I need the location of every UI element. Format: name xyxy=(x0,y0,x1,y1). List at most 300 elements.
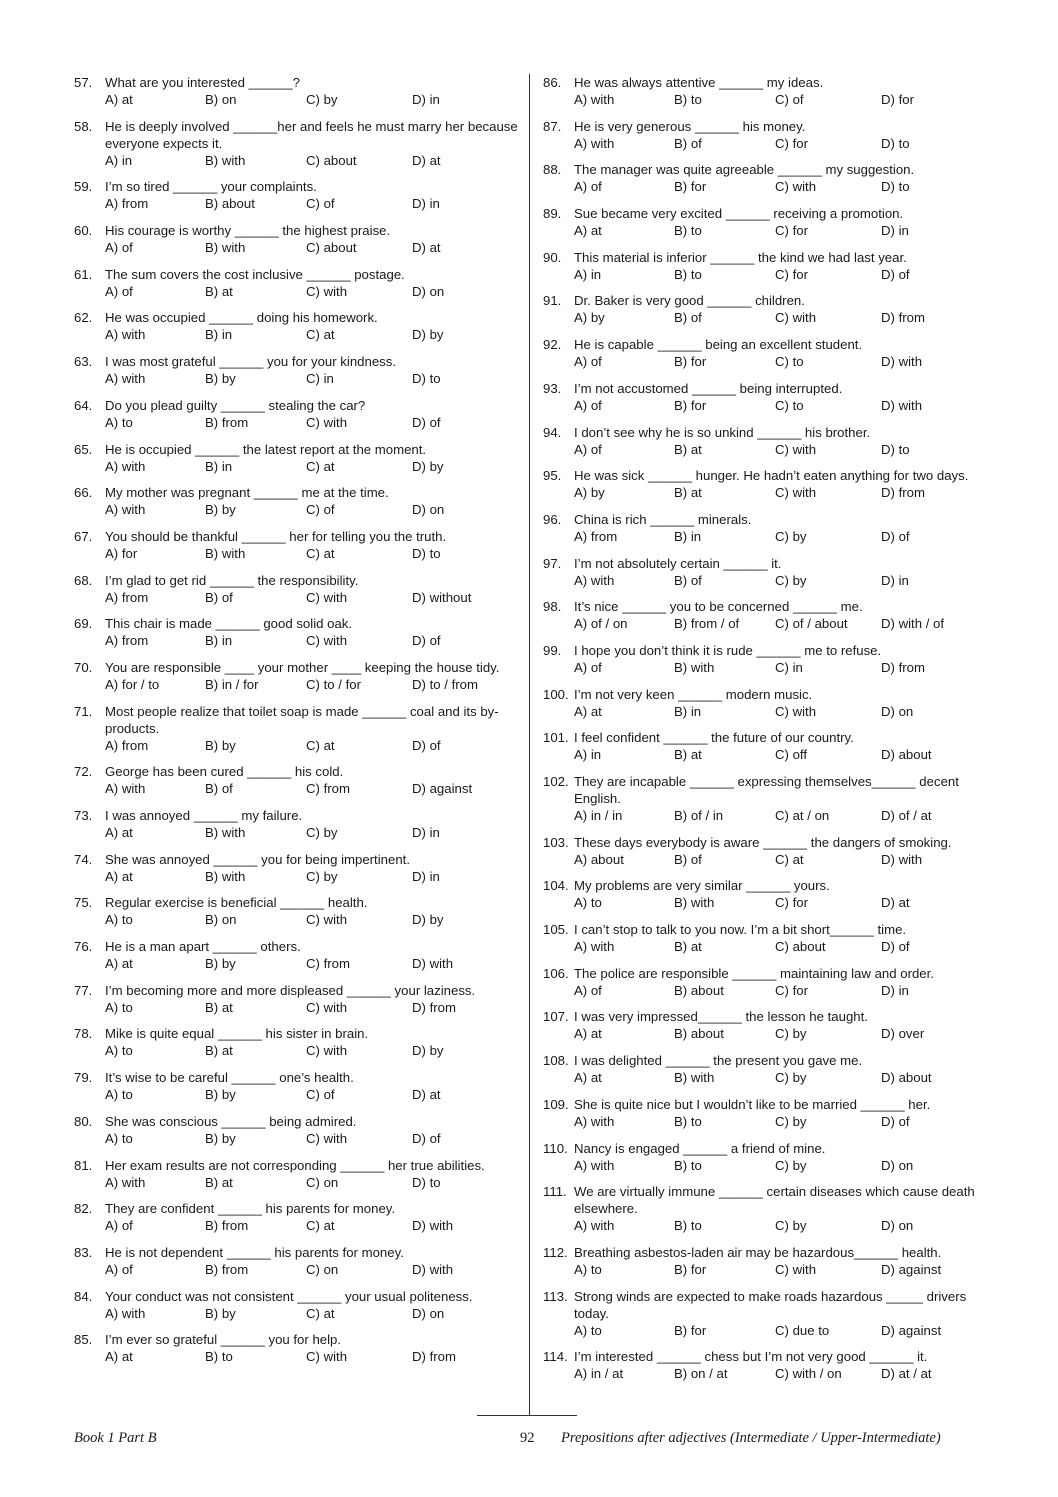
answer-option: A) at xyxy=(574,1026,602,1042)
question-number: 63. xyxy=(74,354,93,370)
answer-option: A) at xyxy=(105,956,133,972)
answer-options xyxy=(105,1042,520,1059)
question-text: She is quite nice but I wouldn’t like to be married ______ her. xyxy=(574,1096,931,1112)
question-number: 107. xyxy=(543,1009,569,1025)
answer-option: D) of xyxy=(881,266,910,282)
answer-options xyxy=(574,703,989,720)
answer-option: B) on / at xyxy=(674,1366,728,1382)
question-number: 110. xyxy=(543,1140,568,1156)
answer-option: D) on xyxy=(881,1218,914,1234)
answer-option: B) for xyxy=(674,179,707,195)
question-number: 60. xyxy=(74,223,93,239)
question-text: Most people realize that toilet soap is made ______ coal and its by-products. xyxy=(105,703,499,736)
answer-option: D) of xyxy=(412,1130,441,1146)
question-number: 86. xyxy=(543,75,562,90)
answer-option: C) off xyxy=(775,747,808,763)
question-text: Breathing asbestos-laden air may be hazardous______ health. xyxy=(574,1244,942,1260)
answer-option: D) on xyxy=(412,502,445,518)
question-text: Your conduct was not consistent ______ your usual politeness. xyxy=(105,1288,473,1304)
question-number: 81. xyxy=(74,1157,93,1173)
question-text: He is very generous ______ his money. xyxy=(574,118,806,134)
column-divider xyxy=(529,74,530,1415)
answer-option: A) to xyxy=(105,1130,133,1146)
question-text: He was sick ______ hunger. He hadn’t eaten anything for two days. xyxy=(574,468,969,484)
answer-option: C) in xyxy=(306,371,334,387)
answer-option: C) at xyxy=(306,458,335,474)
question-number: 64. xyxy=(74,397,93,413)
answer-option: C) due to xyxy=(775,1322,830,1338)
question-item xyxy=(74,484,520,518)
answer-option: D) of xyxy=(881,939,910,955)
answer-options xyxy=(105,370,520,387)
answer-options xyxy=(574,1025,989,1042)
answer-option: C) at xyxy=(306,545,335,561)
answer-options xyxy=(105,501,520,518)
answer-option: A) at xyxy=(105,825,133,840)
answer-option: D) at xyxy=(412,240,441,256)
question-number: 75. xyxy=(74,895,93,911)
answer-option: C) by xyxy=(306,92,338,107)
question-text: The police are responsible ______ maintaining law and order. xyxy=(574,965,934,981)
answer-options xyxy=(574,1113,989,1130)
question-text: I can’t stop to talk to you now. I’m a bit short______ time. xyxy=(574,922,907,938)
answer-option: B) in xyxy=(205,458,233,474)
question-number: 87. xyxy=(543,118,562,134)
answer-option: A) in xyxy=(574,747,602,763)
question-item xyxy=(543,1348,989,1382)
answer-option: A) from xyxy=(105,633,149,649)
footer-rule xyxy=(477,1415,577,1416)
answer-option: B) with xyxy=(674,1070,715,1086)
question-text: She was annoyed ______ you for being impertinent. xyxy=(105,851,410,867)
question-number: 79. xyxy=(74,1070,93,1086)
answer-option: C) at / on xyxy=(775,808,830,823)
answer-option: C) on xyxy=(306,1174,339,1190)
question-text: I’m so tired ______ your complaints. xyxy=(105,179,317,195)
answer-option: D) of xyxy=(412,414,441,430)
answer-option: D) from xyxy=(881,310,925,326)
question-item xyxy=(74,615,520,649)
answer-option: D) to / from xyxy=(412,676,478,692)
question-text: Sue became very excited ______ receiving a promotion. xyxy=(574,206,904,222)
answer-option: B) at xyxy=(205,283,233,299)
answer-options xyxy=(574,484,989,501)
question-number: 111. xyxy=(543,1184,567,1200)
answer-option: B) from xyxy=(205,414,249,430)
answer-option: C) with xyxy=(775,1261,817,1277)
answer-option: A) with xyxy=(574,1157,615,1173)
answer-option: A) at xyxy=(105,92,133,107)
question-item xyxy=(74,1244,520,1278)
answer-options xyxy=(574,851,989,868)
answer-option: B) by xyxy=(205,1130,236,1146)
answer-option: D) to xyxy=(412,371,441,387)
question-text: Her exam results are not corresponding ______ her true abilities. xyxy=(105,1157,485,1173)
question-item xyxy=(543,511,989,545)
answer-option: D) for xyxy=(881,92,914,107)
question-item xyxy=(543,834,989,868)
answer-option: D) in xyxy=(412,868,440,884)
answer-option: B) by xyxy=(205,956,236,972)
answer-option: D) in xyxy=(412,196,440,212)
question-item xyxy=(74,397,520,431)
question-text: My mother was pregnant ______ me at the time. xyxy=(105,485,389,501)
answer-options xyxy=(574,659,989,676)
question-number: 94. xyxy=(543,424,562,440)
question-item xyxy=(543,877,989,911)
question-text: We are virtually immune ______ certain diseases which cause death elsewhere. xyxy=(574,1184,975,1217)
question-number: 98. xyxy=(543,599,562,615)
question-text: I hope you don’t think it is rude ______ me to refuse. xyxy=(574,642,882,658)
question-item xyxy=(543,336,989,370)
answer-option: D) to xyxy=(412,1174,441,1190)
answer-options xyxy=(105,676,520,693)
answer-option: A) with xyxy=(574,135,615,151)
answer-options xyxy=(105,999,520,1016)
answer-option: C) by xyxy=(775,572,807,588)
answer-option: C) with xyxy=(775,179,817,195)
answer-option: D) of xyxy=(881,1113,910,1129)
question-number: 91. xyxy=(543,293,562,309)
answer-options xyxy=(105,239,520,256)
answer-option: C) to xyxy=(775,397,804,413)
answer-option: B) of xyxy=(674,310,702,326)
answer-option: B) of xyxy=(205,589,233,605)
question-number: 76. xyxy=(74,939,93,955)
answer-option: A) of xyxy=(574,354,602,370)
answer-options xyxy=(105,737,520,754)
answer-option: D) of xyxy=(412,633,441,649)
question-number: 59. xyxy=(74,179,93,195)
question-text: Strong winds are expected to make roads hazardous _____ drivers today. xyxy=(574,1288,967,1321)
question-text: It’s wise to be careful ______ one’s health. xyxy=(105,1070,354,1086)
answer-option: A) to xyxy=(574,1322,602,1338)
answer-option: D) by xyxy=(412,327,444,343)
answer-option: D) without xyxy=(412,589,472,605)
question-item xyxy=(74,528,520,562)
answer-option: A) by xyxy=(574,310,605,326)
answer-option: A) of xyxy=(574,397,602,413)
question-text: These days everybody is aware ______ the dangers of smoking. xyxy=(574,834,952,850)
answer-option: D) on xyxy=(881,703,914,719)
answer-option: D) with xyxy=(412,1261,454,1277)
question-text: The manager was quite agreeable ______ my suggestion. xyxy=(574,162,915,178)
answer-option: A) to xyxy=(574,1261,602,1277)
answer-options xyxy=(105,868,520,885)
page-number: 92 xyxy=(520,1430,535,1446)
answer-option: B) to xyxy=(674,223,702,239)
answer-option: B) at xyxy=(674,485,702,501)
answer-option: C) with xyxy=(306,1043,348,1059)
question-item xyxy=(74,938,520,972)
question-item xyxy=(543,249,989,283)
question-text: It’s nice ______ you to be concerned ______ me. xyxy=(574,599,863,615)
question-item xyxy=(543,598,989,632)
answer-option: A) with xyxy=(574,939,615,955)
question-number: 68. xyxy=(74,572,93,588)
answer-options xyxy=(105,1305,520,1322)
question-number: 109. xyxy=(543,1096,569,1112)
question-item xyxy=(543,729,989,763)
answer-option: B) by xyxy=(205,737,236,753)
question-number: 102. xyxy=(543,774,569,789)
question-text: He is a man apart ______ others. xyxy=(105,939,301,955)
question-text: He was occupied ______ doing his homework. xyxy=(105,310,378,326)
answer-option: B) in / for xyxy=(205,676,259,692)
question-text: China is rich ______ minerals. xyxy=(574,511,752,527)
question-text: He is not dependent ______ his parents for money. xyxy=(105,1244,404,1260)
answer-option: B) with xyxy=(205,825,246,840)
answer-option: D) by xyxy=(412,912,444,928)
answer-option: B) to xyxy=(674,1157,702,1173)
answer-options xyxy=(574,1261,989,1278)
answer-option: C) for xyxy=(775,982,808,998)
answer-option: D) with xyxy=(881,354,923,370)
question-item xyxy=(74,1288,520,1322)
answer-option: C) with xyxy=(306,1349,348,1365)
answer-option: D) to xyxy=(881,135,910,151)
answer-option: D) to xyxy=(881,179,910,195)
question-text: He is deeply involved ______her and feels he must marry her because everyone expects it. xyxy=(105,118,518,151)
question-number: 96. xyxy=(543,511,562,527)
answer-option: B) by xyxy=(205,1305,236,1321)
answer-option: D) in xyxy=(881,572,909,588)
question-item xyxy=(74,1113,520,1147)
answer-option: B) of xyxy=(205,781,233,797)
question-number: 113. xyxy=(543,1288,568,1304)
question-item xyxy=(543,205,989,239)
answer-option: A) from xyxy=(105,737,149,753)
answer-options xyxy=(105,632,520,649)
answer-option: D) against xyxy=(881,1322,942,1338)
question-item xyxy=(543,74,989,108)
answer-option: A) in xyxy=(574,266,602,282)
answer-option: C) about xyxy=(775,939,826,955)
question-text: I was most grateful ______ you for your kindness. xyxy=(105,354,397,370)
question-text: He is occupied ______ the latest report at the moment. xyxy=(105,441,427,457)
answer-option: D) on xyxy=(881,1157,914,1173)
question-item xyxy=(74,982,520,1016)
question-item xyxy=(543,1008,989,1042)
answer-option: D) from xyxy=(412,999,456,1015)
answer-option: A) with xyxy=(574,92,615,107)
question-number: 77. xyxy=(74,982,93,998)
question-number: 97. xyxy=(543,555,562,571)
answer-option: D) in xyxy=(881,982,909,998)
question-text: I was annoyed ______ my failure. xyxy=(105,808,303,823)
answer-option: B) of / in xyxy=(674,808,724,823)
answer-option: B) at xyxy=(205,1043,233,1059)
answer-options xyxy=(105,1086,520,1103)
question-number: 106. xyxy=(543,965,569,981)
question-item xyxy=(74,703,520,754)
answer-option: C) by xyxy=(775,1157,807,1173)
answer-option: D) from xyxy=(881,485,925,501)
question-number: 72. xyxy=(74,764,93,780)
answer-option: B) with xyxy=(205,545,246,561)
answer-options xyxy=(574,1157,989,1174)
answer-option: D) to xyxy=(881,441,910,457)
answer-options xyxy=(105,326,520,343)
answer-option: B) on xyxy=(205,92,237,107)
question-item xyxy=(74,178,520,212)
question-text: They are incapable ______ expressing themselves______ decent English. xyxy=(574,774,959,806)
answer-option: C) at xyxy=(775,851,804,867)
answer-option: C) at xyxy=(306,737,335,753)
answer-option: A) for xyxy=(105,545,138,561)
question-item xyxy=(74,659,520,693)
answer-option: C) of xyxy=(306,502,335,518)
question-item xyxy=(74,1157,520,1191)
answer-option: C) from xyxy=(306,956,350,972)
question-text: I don’t see why he is so unkind ______ his brother. xyxy=(574,424,871,440)
question-item xyxy=(74,1025,520,1059)
answer-option: A) in xyxy=(105,152,133,168)
answer-option: C) with xyxy=(306,633,348,649)
answer-option: C) with xyxy=(306,589,348,605)
answer-options xyxy=(574,1365,989,1382)
question-item xyxy=(74,74,520,108)
question-item xyxy=(74,266,520,300)
answer-option: A) at xyxy=(105,868,133,884)
question-number: 90. xyxy=(543,249,562,265)
answer-option: C) of / about xyxy=(775,616,848,632)
answer-options xyxy=(574,222,989,239)
answer-options xyxy=(105,195,520,212)
answer-option: A) with xyxy=(105,781,146,797)
answer-option: C) with / on xyxy=(775,1366,842,1382)
question-item xyxy=(74,1331,520,1365)
question-item xyxy=(543,773,989,824)
answer-option: C) from xyxy=(306,781,350,797)
question-text: She was conscious ______ being admired. xyxy=(105,1113,357,1129)
question-item xyxy=(74,807,520,841)
answer-options xyxy=(574,807,989,824)
answer-option: B) in xyxy=(205,633,233,649)
answer-option: D) by xyxy=(412,458,444,474)
answer-option: C) with xyxy=(306,283,348,299)
question-number: 88. xyxy=(543,162,562,178)
answer-option: C) by xyxy=(775,1070,807,1086)
answer-option: B) by xyxy=(205,371,236,387)
answer-option: C) at xyxy=(306,1305,335,1321)
answer-option: A) with xyxy=(574,572,615,588)
footer-book-label: Book 1 Part B xyxy=(74,1430,157,1446)
question-number: 71. xyxy=(74,703,93,719)
question-item xyxy=(543,1244,989,1278)
answer-option: B) from / of xyxy=(674,616,740,632)
question-number: 95. xyxy=(543,468,562,484)
answer-option: B) from xyxy=(205,1261,249,1277)
answer-options xyxy=(105,1348,520,1365)
question-number: 78. xyxy=(74,1026,93,1042)
answer-options xyxy=(574,441,989,458)
question-item xyxy=(543,467,989,501)
answer-option: A) in / in xyxy=(574,808,623,823)
answer-option: A) of xyxy=(105,1218,133,1234)
answer-option: C) of xyxy=(775,92,804,107)
answer-option: B) in xyxy=(674,703,702,719)
answer-option: B) of xyxy=(674,135,702,151)
answer-option: C) with xyxy=(306,912,348,928)
answer-option: D) on xyxy=(412,1305,445,1321)
answer-option: C) for xyxy=(775,895,808,911)
answer-option: B) for xyxy=(674,397,707,413)
question-text: Do you plead guilty ______ stealing the car? xyxy=(105,397,366,413)
question-text: I’m interested ______ chess but I’m not very good ______ it. xyxy=(574,1349,928,1365)
answer-option: A) to xyxy=(105,999,133,1015)
question-item xyxy=(543,555,989,589)
question-number: 114. xyxy=(543,1349,568,1365)
answer-options xyxy=(574,982,989,999)
question-number: 62. xyxy=(74,310,93,326)
answer-option: B) at xyxy=(674,939,702,955)
question-number: 57. xyxy=(74,75,93,90)
answer-option: D) with xyxy=(412,1218,454,1234)
answer-option: C) with xyxy=(775,485,817,501)
answer-option: D) at xyxy=(412,1087,441,1103)
answer-option: B) on xyxy=(205,912,237,928)
answer-option: B) to xyxy=(674,266,702,282)
answer-option: B) in xyxy=(674,528,702,544)
answer-option: B) by xyxy=(205,502,236,518)
question-text: I was very impressed______ the lesson he taught. xyxy=(574,1009,868,1025)
answer-option: A) about xyxy=(574,851,624,867)
answer-option: A) to xyxy=(105,1087,133,1103)
question-item xyxy=(543,921,989,955)
question-item xyxy=(543,642,989,676)
answer-options xyxy=(574,91,989,108)
question-item xyxy=(74,1069,520,1103)
answer-option: A) at xyxy=(574,1070,602,1086)
question-item xyxy=(74,118,520,169)
answer-option: B) at xyxy=(674,747,702,763)
answer-option: D) of / at xyxy=(881,808,932,823)
answer-option: B) about xyxy=(674,982,724,998)
question-number: 103. xyxy=(543,834,569,850)
question-number: 105. xyxy=(543,922,569,938)
question-text: He is capable ______ being an excellent student. xyxy=(574,337,863,353)
answer-option: D) against xyxy=(412,781,473,797)
question-text: My problems are very similar ______ yours. xyxy=(574,878,830,894)
answer-option: A) with xyxy=(574,1113,615,1129)
answer-option: D) with xyxy=(412,956,454,972)
question-text: I’m not accustomed ______ being interrupted. xyxy=(574,380,843,396)
answer-option: B) to xyxy=(674,92,702,107)
answer-option: B) of xyxy=(674,572,702,588)
answer-option: C) for xyxy=(775,266,808,282)
answer-options xyxy=(105,911,520,928)
answer-option: A) to xyxy=(105,912,133,928)
answer-option: D) at / at xyxy=(881,1366,932,1382)
question-number: 67. xyxy=(74,528,93,544)
answer-option: C) with xyxy=(306,999,348,1015)
question-number: 61. xyxy=(74,266,93,282)
answer-option: A) of xyxy=(574,441,602,457)
answer-option: B) for xyxy=(674,354,707,370)
question-number: 112. xyxy=(543,1244,568,1260)
answer-option: B) to xyxy=(674,1218,702,1234)
answer-option: D) on xyxy=(412,283,445,299)
question-text: Dr. Baker is very good ______ children. xyxy=(574,293,805,309)
answer-options xyxy=(105,780,520,797)
footer-topic-label: Prepositions after adjectives (Intermediate / Upper-Intermediate) xyxy=(561,1430,941,1446)
question-item xyxy=(74,353,520,387)
answer-options xyxy=(105,458,520,475)
answer-option: C) by xyxy=(306,825,338,840)
answer-option: A) for / to xyxy=(105,676,160,692)
answer-options xyxy=(574,1217,989,1234)
